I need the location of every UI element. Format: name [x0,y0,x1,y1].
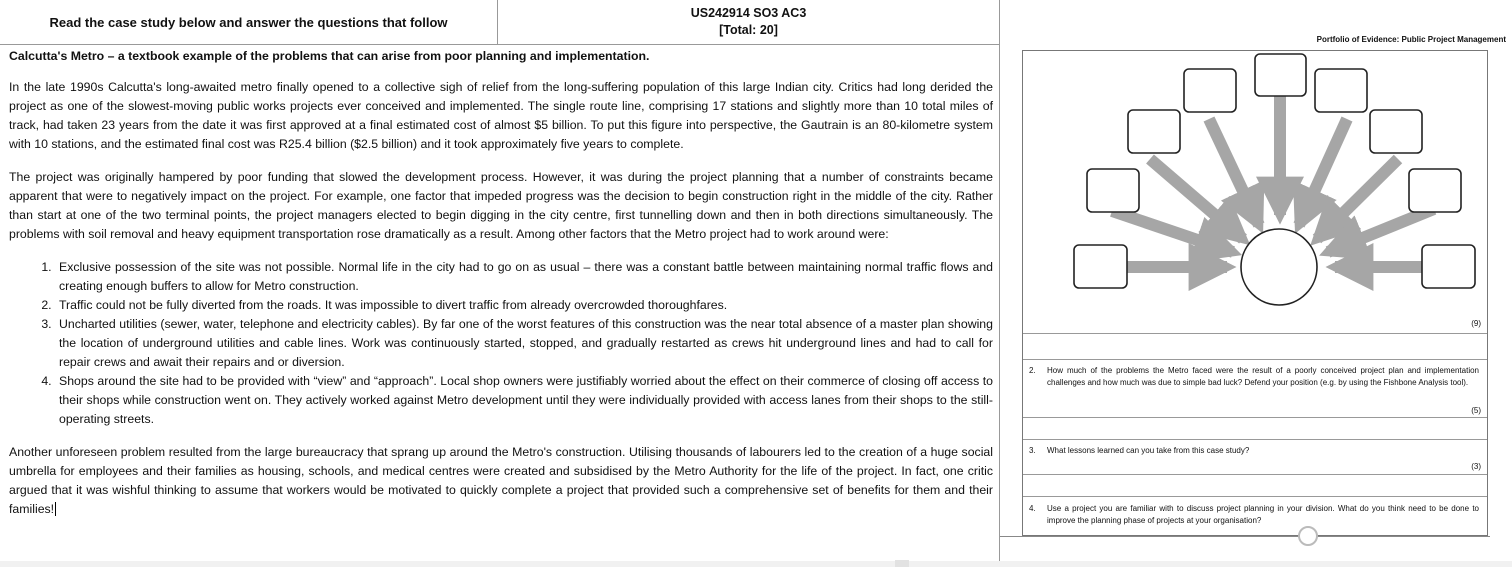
question-text: Use a project you are familiar with to discuss project planning in your division. What do you think need to be done to improve the planning phase of projects at your organisation? [1047,504,1479,525]
cause-box-1 [1074,245,1127,288]
cause-box-2 [1087,169,1139,212]
answer-row[interactable] [1023,475,1487,497]
paragraph-3-text: Another unforeseen problem resulted from the large bureaucracy that sprang up around the Metro's construction. Utilising thousands of labourers led to the creation of a huge social umbrella for employees and their families as housing, schools, and medical centres were created and subsidised by the Metro Authority for the life of the project. In fact, one critic argued that it was wishful thinking to assume that workers would be motivated to quickly complete a project that provided such a comprehensive set of benefits for them and their families! [9,445,993,516]
question-text: What lessons learned can you take from this case study? [1047,446,1250,455]
questions-page [1000,0,1512,567]
list-item: 2. Traffic could not be fully diverted from the roads. It was impossible to divert traffic from already overcrowded thoroughfares. [55,296,993,315]
list-item: 3. Uncharted utilities (sewer, water, telephone and electricity cables). By far one of the worst features of this construction was the near total absence of a master plan showing the location of underground utilities and cable lines. Work was continuously started, stopped, and gradually restarted as crews hit underground lines and had to call for repair crews and await their repairs and or diversion. [55,315,993,372]
unit-standard-code: US242914 SO3 AC3 [690,6,807,20]
cause-box-3 [1128,110,1180,153]
question-4-row [1023,497,1487,537]
question-number: 2. [1029,366,1036,375]
question-2 [1029,365,1479,388]
unit-standard-cell [498,0,999,44]
question-4 [1029,503,1479,526]
instruction-heading: Read the case study below and answer the questions that follow [0,0,498,44]
total-marks: [Total: 20] [719,23,778,37]
cause-box-8 [1409,169,1461,212]
cause-box-9 [1422,245,1475,288]
case-study-body [9,47,993,519]
radial-diagram-cell [1023,51,1487,334]
constraint-list [9,258,993,429]
question-2-row [1023,360,1487,418]
question-text: How much of the problems the Metro faced were the result of a poorly conceived project plan and implementation challenges and how much was due to simple bad luck? Defend your position (e.g. by using the Fishbone Analysis tool). [1047,366,1479,387]
text-cursor [55,502,56,516]
paragraph-1: In the late 1990s Calcutta's long-awaited metro finally opened to a collective sigh of relief from the long-suffering population of this large Indian city. Critics had long derided the project as one of the slowest-moving public works projects ever conceived and implemented. The single route line, comprising 17 stations and slightly more than 10 total miles of track, had taken 23 years from the date it was first approved at a final estimated cost of almost $5 billion. To put this figure into perspective, the Gautrain is an 80-kilometre system with 10 stations, and the estimated final cost was R25.4 billion ($2.5 billion) and it took approximately five years to complete. [9,80,993,151]
cause-box-5 [1255,54,1306,96]
paragraph-3[interactable] [9,443,993,519]
case-study-title: Calcutta's Metro – a textbook example of the problems that can arise from poor planning and implementation. [9,49,650,63]
portfolio-header: Portfolio of Evidence: Public Project Management [1316,35,1506,44]
question-number: 4. [1029,504,1036,513]
diagram-marks: (9) [1471,319,1481,328]
drag-handle[interactable] [1298,526,1318,546]
answer-row[interactable] [1023,418,1487,440]
radial-diagram [1023,51,1487,333]
list-item: 1. Exclusive possession of the site was not possible. Normal life in the city had to go on as usual – there was a constant battle between maintaining normal traffic flows and creating enough buffers to allow for Metro construction. [55,258,993,296]
cause-box-4 [1184,69,1236,112]
list-item: 4. Shops around the site had to be provided with “view” and “approach”. Local shop owners were justifiably worried about the effect on their commerce of closing off access to their shops while construction went on. They actively worked against Metro development until they were individually provided with access lanes from their shops to the still-operating streets. [55,372,993,429]
question-3-row [1023,440,1487,475]
cause-box-7 [1370,110,1422,153]
scroll-thumb[interactable] [895,560,909,567]
header-row [0,0,999,45]
page-edge [1000,536,1490,537]
questions-table [1022,50,1488,536]
question-3-marks: (3) [1471,462,1481,471]
paragraph-2: The project was originally hampered by poor funding that slowed the development process. However, it was during the project planning that a number of constraints became apparent that were to negatively impact on the project. For example, one factor that impeded progress was the decision to begin construction right in the middle of the city. Rather than start at one of the two terminal points, the project managers elected to begin digging in the city centre, first tunnelling down and then in both directions simultaneously. The problems with soil removal and heavy equipment transportation rose dramatically as a result. Among other factors that the Metro project had to work around were: [9,170,993,241]
effect-circle [1241,229,1317,305]
question-number: 3. [1029,446,1036,455]
answer-row[interactable] [1023,333,1487,360]
cause-box-6 [1315,69,1367,112]
question-2-marks: (5) [1471,406,1481,415]
bottom-scroll-strip[interactable] [0,561,1512,567]
question-3 [1029,445,1479,457]
